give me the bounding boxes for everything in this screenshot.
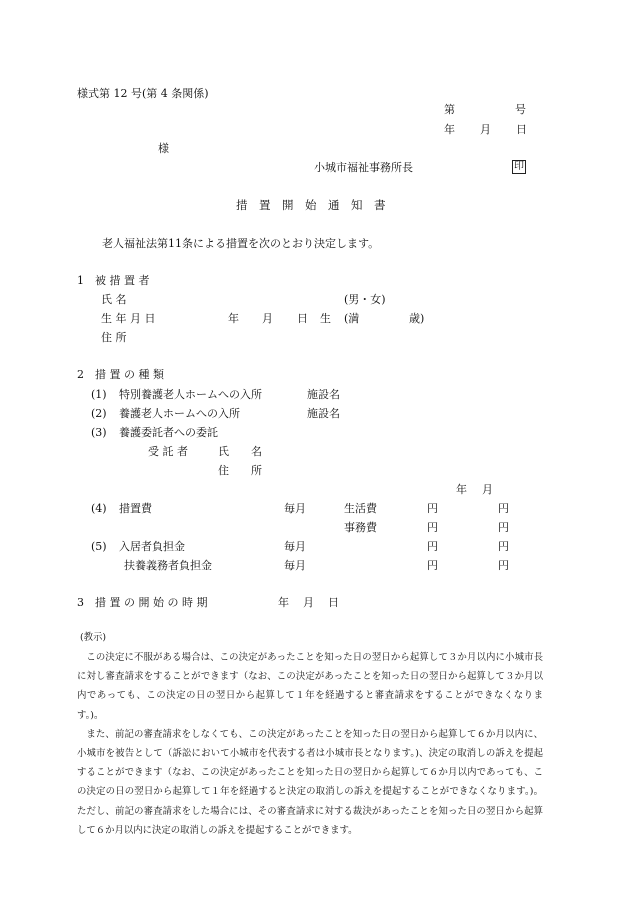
item4-monthly: 毎月 (284, 502, 306, 515)
item5-yen-a: 円 (427, 540, 438, 553)
notice-paragraph-2: また、前記の審査請求をしなくても、この決定があったことを知った日の翌日から起算して６か月以内に、小城市を被告として（訴訟において小城市を代表する者は小城市長となります。)、決定の取消しの訴えを提起することができます（なお、この決定があったことを知った日の翌日から起算して６か月以内であっても、この決定の日の翌日から起算して１年を経過すると決定の取消しの訴えを提起することができなくなります。)。ただし、前記の審査請求をした場合には、その審査請求に対する裁決があったことを知った日の翌日から起算して６か月以内に決定の取消しの訴えを提起することができます。 (77, 728, 543, 836)
support-label: 扶養義務者負担金 (124, 559, 212, 572)
item4-label: 措置費 (119, 502, 152, 515)
support-monthly: 毎月 (284, 559, 306, 572)
notice-body (77, 648, 543, 840)
document-title: 措 置 開 始 通 知 書 (236, 198, 386, 212)
name-label: 氏 名 (101, 293, 127, 306)
item1-number: (1) (91, 388, 107, 401)
item3-number: (3) (91, 426, 107, 439)
start-day: 日 (328, 596, 339, 609)
doc-number-suffix: 号 (515, 103, 526, 116)
notice-heading: (教示) (80, 632, 107, 643)
age-open: (満 (344, 312, 360, 325)
item5-yen-b: 円 (498, 540, 509, 553)
item3-label: 養護委託者への委託 (119, 426, 218, 439)
section2-heading: 2 措 置 の 種 類 (77, 368, 164, 381)
doc-number-prefix: 第 (444, 103, 455, 116)
period-month: 月 (482, 483, 493, 496)
intro-text: 老人福祉法第11条による措置を次のとおり決定します。 (102, 237, 380, 250)
item1-label: 特別養護老人ホームへの入所 (119, 388, 262, 401)
support-yen-b: 円 (498, 559, 509, 572)
item1-facility-label: 施設名 (307, 388, 340, 401)
item5-number: (5) (91, 540, 107, 553)
sex-options: (男・女) (344, 293, 386, 306)
admin-cost-label: 事務費 (344, 521, 377, 534)
living-cost-yen-b: 円 (498, 502, 509, 515)
item5-monthly: 毎月 (284, 540, 306, 553)
date-month: 月 (480, 123, 491, 136)
trustee-label: 受 託 者 (148, 445, 188, 458)
dob-year: 年 (228, 312, 239, 325)
item2-label: 養護老人ホームへの入所 (119, 407, 240, 420)
living-cost-label: 生活費 (344, 502, 377, 515)
support-yen-a: 円 (427, 559, 438, 572)
address-label: 住 所 (101, 331, 127, 344)
item4-number: (4) (91, 502, 107, 515)
admin-cost-yen-a: 円 (427, 521, 438, 534)
section3-heading: 3 措 置 の 開 始 の 時 期 (77, 596, 208, 609)
section1-heading: 1 被 措 置 者 (77, 274, 150, 287)
notice-paragraph-1: この決定に不服がある場合は、この決定があったことを知った日の翌日から起算して３か月以内に小城市長に対し審査請求をすることができます（なお、この決定があったことを知った日の翌日から起算して３か月以内であっても、この決定の日の翌日から起算して１年を経過すると審査請求をすることができなくなります。)。 (77, 652, 543, 721)
dob-label: 生 年 月 日 (101, 312, 156, 325)
start-year: 年 (278, 596, 289, 609)
addressee-suffix: 様 (158, 142, 169, 155)
item5-label: 入居者負担金 (119, 540, 185, 553)
period-year: 年 (456, 483, 467, 496)
issuer-name: 小城市福祉事務所長 (314, 161, 413, 174)
dob-month: 月 (262, 312, 273, 325)
start-month: 月 (303, 596, 314, 609)
age-close: 歳) (409, 312, 425, 325)
item2-number: (2) (91, 407, 107, 420)
date-day: 日 (516, 123, 527, 136)
trustee-name-label: 氏 名 (218, 445, 262, 458)
seal-mark: 印 (514, 161, 524, 172)
date-year: 年 (444, 123, 455, 136)
item2-facility-label: 施設名 (307, 407, 340, 420)
dob-born: 生 (320, 312, 331, 325)
living-cost-yen-a: 円 (427, 502, 438, 515)
form-number: 様式第 12 号(第 4 条関係) (77, 87, 209, 100)
admin-cost-yen-b: 円 (498, 521, 509, 534)
trustee-address-label: 住 所 (218, 464, 262, 477)
dob-day: 日 (297, 312, 308, 325)
